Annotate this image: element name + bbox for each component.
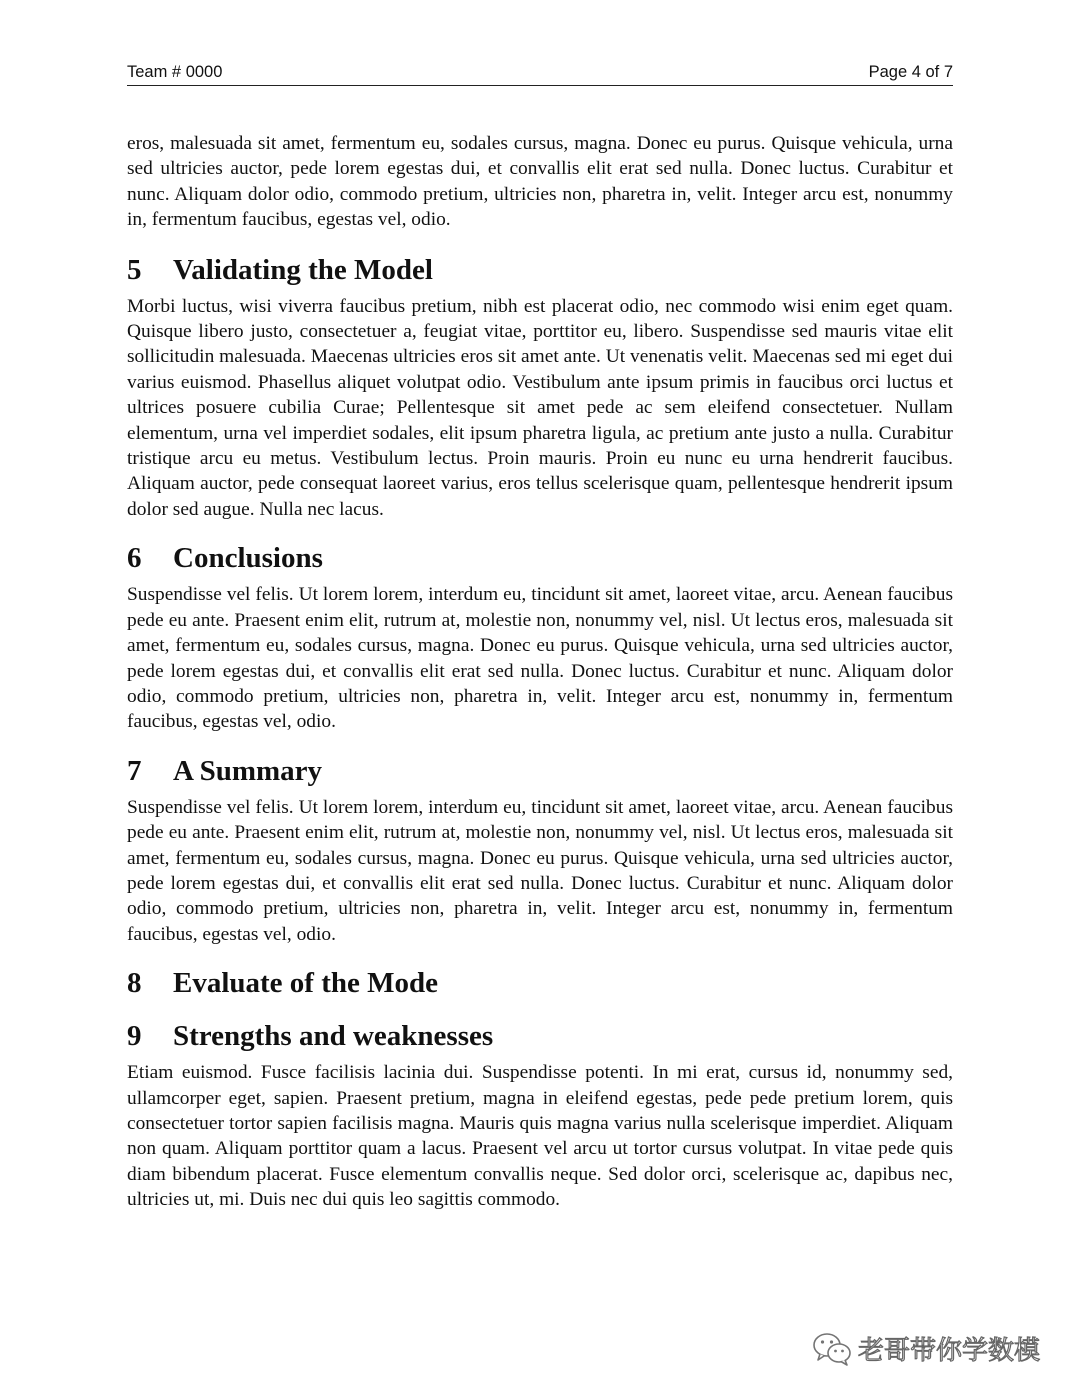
team-number: Team # 0000 — [127, 63, 223, 81]
page-content — [127, 131, 953, 1213]
validating-paragraph: Morbi luctus, wisi viverra faucibus pretium, nibh est placerat odio, nec commodo wisi enim eget quam. Quisque libero justo, consectetuer a, feugiat vitae, porttitor eu, libero. Suspendisse sed mauris vitae elit sollicitudin malesuada. Maecenas ultricies eros sit amet ante. Ut venenatis velit. Maecenas sed mi eget dui varius euismod. Phasellus aliquet volutpat odio. Vestibulum ante ipsum primis in faucibus orci luctus et ultrices posuere cubilia Curae; Pellentesque sit amet pede ac sem eleifend consectetuer. Nullam elementum, urna vel imperdiet sodales, elit ipsum pharetra ligula, ac pretium ante justo a nulla. Curabitur tristique arcu eu metus. Vestibulum lectus. Proin mauris. Proin eu nunc eu urna hendrerit faucibus. Aliquam auctor, pede consequat laoreet varius, eros tellus scelerisque quam, pellentesque hendrerit ipsum dolor sed augue. Nulla nec lacus. — [127, 295, 953, 520]
section-heading-evaluate — [127, 966, 953, 1000]
conclusions-paragraph: Suspendisse vel felis. Ut lorem lorem, interdum eu, tincidunt sit amet, laoreet vitae, arcu. Aenean faucibus pede eu ante. Praesent enim elit, rutrum at, molestie non, nonummy vel, nisl. Ut lectus eros, malesuada sit amet, fermentum eu, sodales cursus, magna. Donec eu purus. Quisque vehicula, urna sed ultricies auctor, pede lorem egestas dui, et convallis elit erat sed nulla. Donec luctus. Curabitur et nunc. Aliquam dolor odio, commodo pretium, ultricies non, pharetra in, velit. Integer arcu est, nonummy in, fermentum faucibus, egestas vel, odio. — [127, 584, 953, 733]
wechat-icon — [812, 1331, 852, 1367]
section-title: Validating the Model — [173, 253, 433, 286]
section-heading-summary — [127, 754, 953, 788]
section-number: 8 — [127, 967, 142, 1000]
intro-paragraph: eros, malesuada sit amet, fermentum eu, sodales cursus, magna. Donec eu purus. Quisque vehicula, urna sed ultricies auctor, pede lorem egestas dui, et convallis elit erat sed nulla. Donec luctus. Curabitur et nunc. Aliquam dolor odio, commodo pretium, ultricies non, pharetra in, velit. Integer arcu est, nonummy in, fermentum faucibus, egestas vel, odio. — [127, 133, 953, 231]
section-title: Evaluate of the Mode — [173, 967, 438, 1000]
section-heading-validating — [127, 253, 953, 287]
section-number: 9 — [127, 1020, 142, 1053]
page-number: Page 4 of 7 — [868, 63, 953, 81]
section-title: A Summary — [173, 754, 323, 787]
summary-paragraph: Suspendisse vel felis. Ut lorem lorem, interdum eu, tincidunt sit amet, laoreet vitae, arcu. Aenean faucibus pede eu ante. Praesent enim elit, rutrum at, molestie non, nonummy vel, nisl. Ut lectus eros, malesuada sit amet, fermentum eu, sodales cursus, magna. Donec eu purus. Quisque vehicula, urna sed ultricies auctor, pede lorem egestas dui, et convallis elit erat sed nulla. Donec luctus. Curabitur et nunc. Aliquam dolor odio, commodo pretium, ultricies non, pharetra in, velit. Integer arcu est, nonummy in, fermentum faucibus, egestas vel, odio. — [127, 796, 953, 945]
watermark-text: 老哥带你学数模 — [858, 1336, 1041, 1366]
section-heading-strengths — [127, 1019, 953, 1053]
strengths-paragraph: Etiam euismod. Fusce facilisis lacinia dui. Suspendisse potenti. In mi erat, cursus id, nonummy sed, ullamcorper eget, sapien. Praesent pretium, magna in eleifend egestas, pede pede pretium lorem, quis consectetuer tortor sapien facilisis magna. Mauris quis magna varius nulla scelerisque imperdiet. Aliquam non quam. Aliquam porttitor quam a lacus. Praesent vel arcu ut tortor cursus volutpat. In vitae pede quis diam bibendum placerat. Fusce elementum convallis neque. Sed dolor orci, scelerisque ac, dapibus nec, ultricies ut, mi. Duis nec dui quis leo sagittis commodo. — [127, 1062, 953, 1211]
section-heading-conclusions — [127, 541, 953, 575]
section-title: Strengths and weaknesses — [173, 1020, 494, 1053]
section-number: 6 — [127, 542, 142, 575]
section-number: 7 — [127, 754, 142, 787]
running-header — [127, 61, 953, 86]
watermark — [812, 1330, 1040, 1367]
section-title: Conclusions — [173, 542, 323, 575]
section-number: 5 — [127, 253, 142, 286]
